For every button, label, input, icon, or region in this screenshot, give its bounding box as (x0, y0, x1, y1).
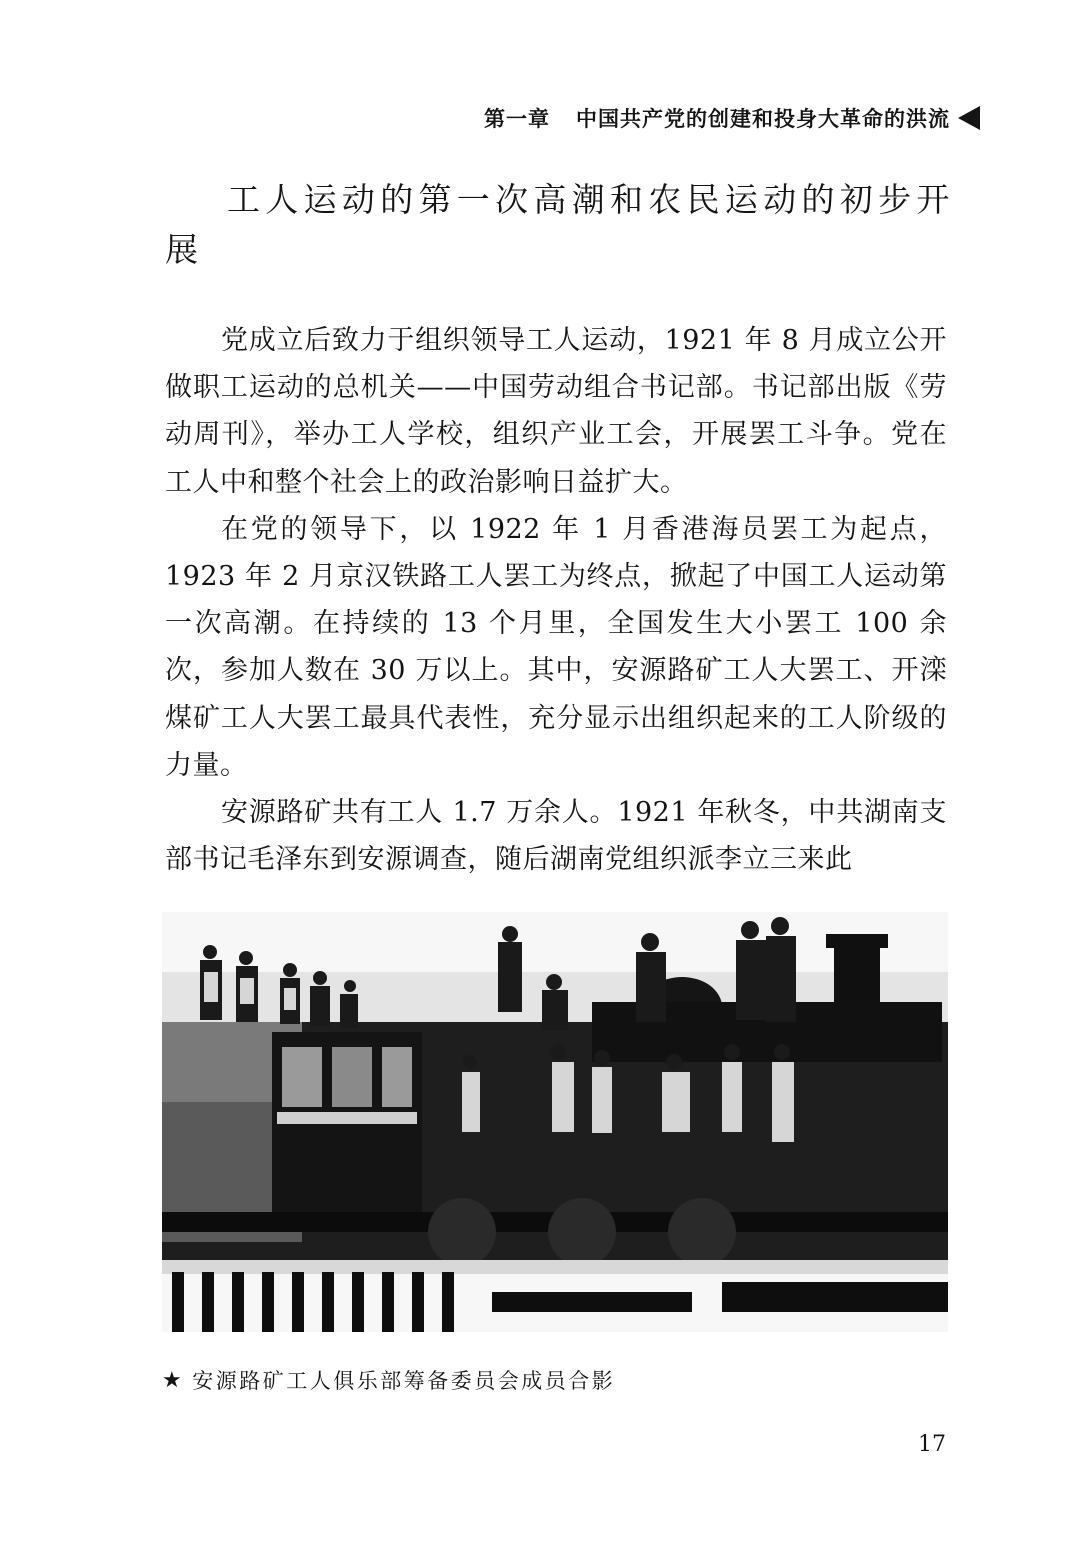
historical-photo (162, 912, 948, 1346)
running-head (400, 100, 980, 136)
body-text (165, 317, 947, 883)
left-triangle-icon (958, 106, 980, 130)
chapter-title: 中国共产党的创建和投身大革命的洪流 (576, 107, 950, 131)
paragraph: 在党的领导下，以 1922 年 1 月香港海员罢工为起点，1923 年 2 月京汉铁路工人罢工为终点，掀起了中国工人运动第一次高潮。在持续的 13 个月里，全国发生大小罢工 100 余次，参加人数在 30 万以上。其中，安源路矿工人大罢工、开滦煤矿工人大罢工最具代表性，充分显示出组织起来的工人阶级的力量。 (165, 513, 947, 781)
page-number: 17 (918, 1432, 946, 1457)
paragraph: 安源路矿共有工人 1.7 万余人。1921 年秋冬，中共湖南支部书记毛泽东到安源调查，随后湖南党组织派李立三来此 (165, 797, 947, 876)
chapter-label: 第一章 (484, 107, 550, 131)
figure-caption (162, 1362, 615, 1398)
star-icon: ★ (162, 1367, 185, 1393)
section-title: 工人运动的第一次高潮和农民运动的初步开展 (165, 180, 955, 269)
caption-text: 安源路矿工人俱乐部筹备委员会成员合影 (192, 1369, 616, 1393)
paragraph: 党成立后致力于组织领导工人运动，1921 年 8 月成立公开做职工运动的总机关——中国劳动组合书记部。书记部出版《劳动周刊》，举办工人学校，组织产业工会，开展罢工斗争。党在工人中和整个社会上的政治影响日益扩大。 (165, 325, 947, 498)
